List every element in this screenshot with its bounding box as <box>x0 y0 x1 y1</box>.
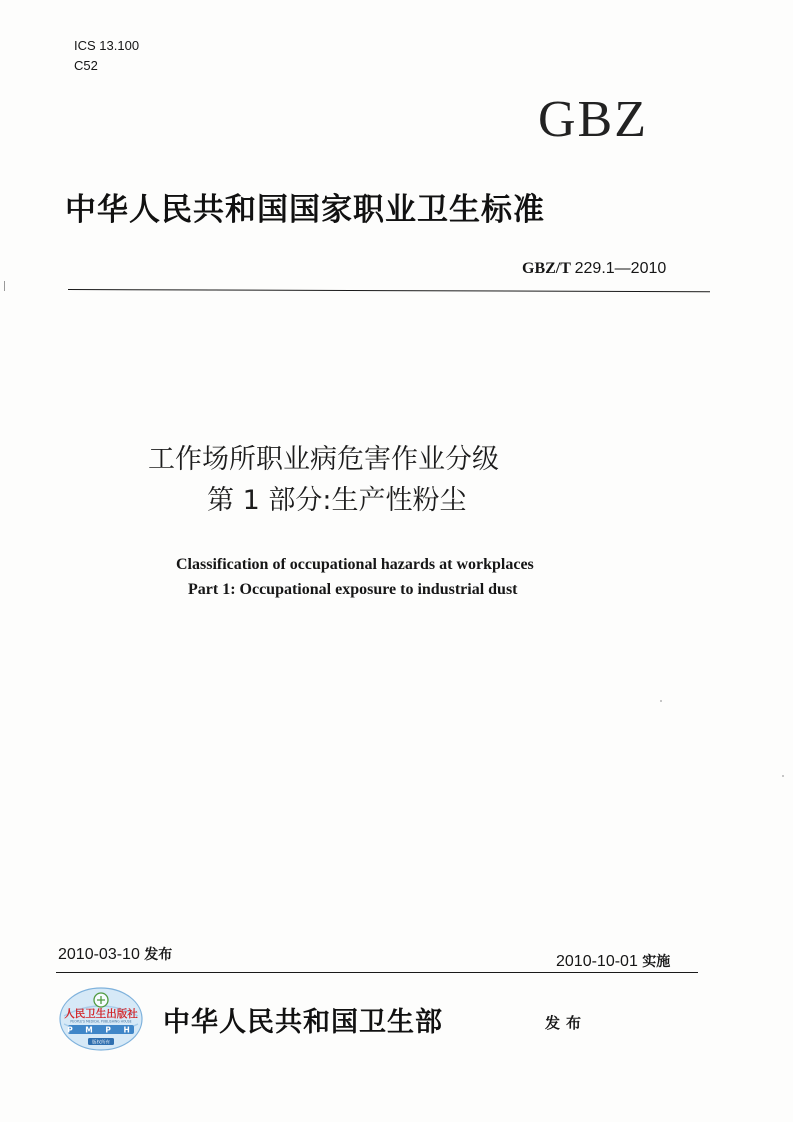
issuing-authority: 中华人民共和国卫生部 <box>163 1007 443 1038</box>
standard-number-value: 229.1—2010 <box>574 260 667 277</box>
implementation-label: 实施 <box>642 954 671 970</box>
issue-date: 2010-03-10 <box>58 946 140 963</box>
scan-artifact-mark <box>4 281 8 291</box>
title-english-line-1: Classification of occupational hazards at workplaces <box>176 556 534 573</box>
scan-speck <box>782 775 784 777</box>
standard-type-mark: GBZ <box>538 91 648 148</box>
title-chinese-line-1: 工作场所职业病危害作业分级 <box>148 444 499 475</box>
implementation-date-line <box>556 951 670 973</box>
logo-abbr-text: P M P H <box>67 1025 135 1035</box>
issue-date-line <box>58 944 172 966</box>
ics-code: ICS 13.100 <box>74 38 140 53</box>
footer-divider <box>56 972 698 973</box>
logo-english-text: PEOPLE'S MEDICAL PUBLISHING HOUSE <box>70 1019 132 1024</box>
logo-name-text: 人民卫生出版社 <box>64 1008 138 1020</box>
implementation-date: 2010-10-01 <box>556 953 638 970</box>
title-english-line-2: Part 1: Occupational exposure to industrial dust <box>188 581 518 598</box>
header-divider <box>68 289 710 292</box>
issue-label: 发布 <box>144 947 173 963</box>
issuing-authority-suffix: 发布 <box>545 1014 588 1032</box>
classification-code: C52 <box>74 58 98 73</box>
publisher-logo <box>58 986 144 1052</box>
standard-category-title: 中华人民共和国国家职业卫生标准 <box>65 192 545 228</box>
title-chinese-line-2: 第 1 部分:生产性粉尘 <box>207 485 467 516</box>
logo-badge-text: 版权所有 <box>92 1040 110 1046</box>
scan-speck <box>660 700 662 702</box>
standard-number <box>522 259 666 279</box>
standard-number-prefix: GBZ/T <box>522 260 575 277</box>
